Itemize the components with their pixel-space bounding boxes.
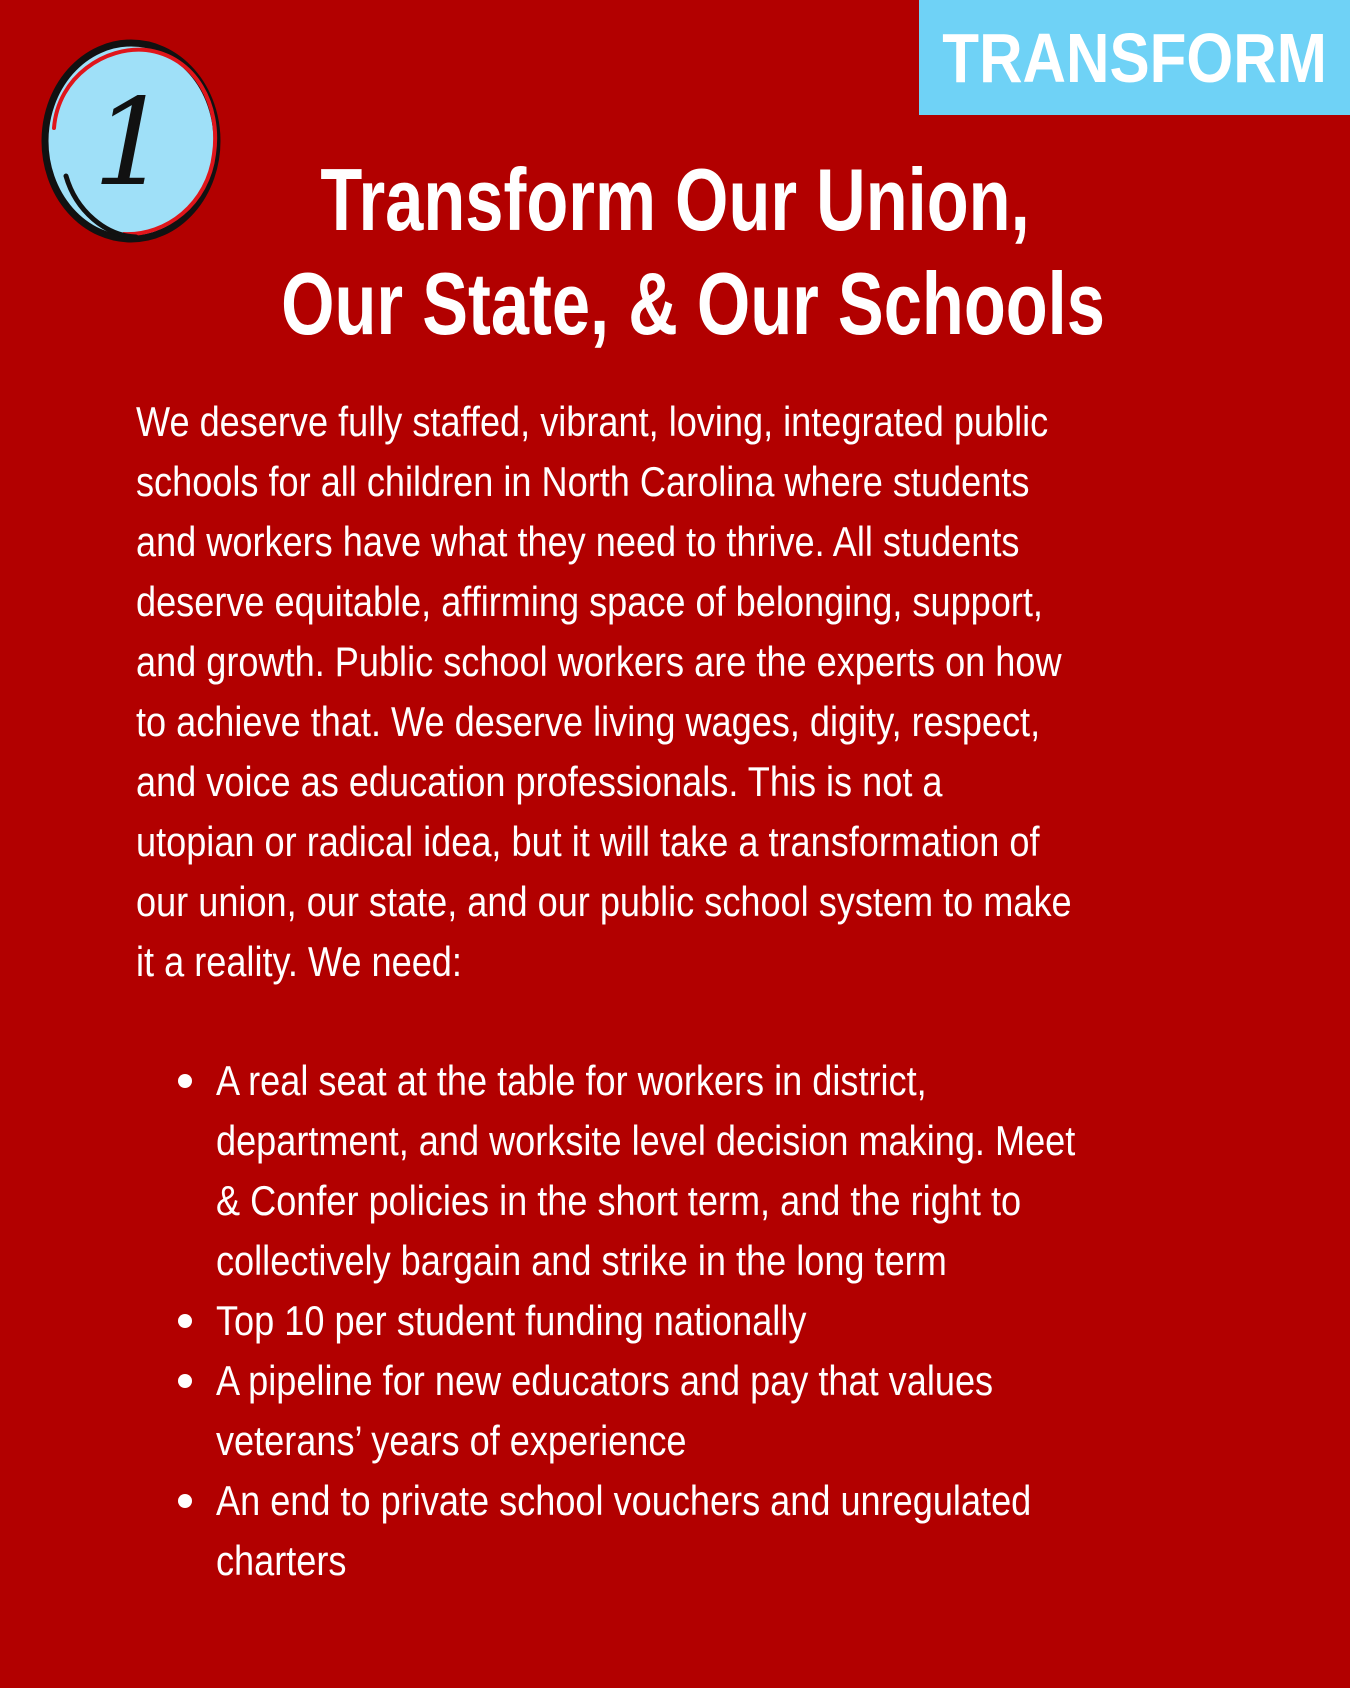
- list-item-line: An end to private school vouchers and unregulated: [216, 1477, 1032, 1524]
- intro-line: and workers have what they need to thrive. All students: [136, 518, 1020, 565]
- list-item: [178, 1471, 1238, 1591]
- intro-line: it a reality. We need:: [136, 938, 462, 985]
- bullet-icon: [178, 1314, 192, 1328]
- list-item: [178, 1051, 1238, 1291]
- intro-line: deserve equitable, affirming space of belonging, support,: [136, 578, 1043, 625]
- list-item-line: veterans’ years of experience: [216, 1417, 687, 1464]
- needs-list: [178, 1051, 1238, 1591]
- intro-line: We deserve fully staffed, vibrant, loving, integrated public: [136, 398, 1049, 445]
- list-item-line: Top 10 per student funding nationally: [216, 1297, 807, 1344]
- intro-line: utopian or radical idea, but it will take a transformation of: [136, 818, 1040, 865]
- page-title: [170, 148, 1180, 356]
- title-line-2: Our State, & Our Schools: [281, 254, 1105, 353]
- list-item: [178, 1351, 1238, 1471]
- bullet-icon: [178, 1074, 192, 1088]
- bullet-icon: [178, 1374, 192, 1388]
- list-item-line: A real seat at the table for workers in district,: [216, 1057, 927, 1104]
- intro-line: to achieve that. We deserve living wages, digity, respect,: [136, 698, 1041, 745]
- section-tag: [919, 0, 1350, 115]
- list-item-line: & Confer policies in the short term, and the right to: [216, 1177, 1022, 1224]
- badge-number: 1: [92, 74, 170, 213]
- intro-line: schools for all children in North Carolina where students: [136, 458, 1030, 505]
- intro-line: and voice as education professionals. This is not a: [136, 758, 943, 805]
- list-item-line: department, and worksite level decision making. Meet: [216, 1117, 1076, 1164]
- bullet-icon: [178, 1494, 192, 1508]
- title-line-1: Transform Our Union,: [320, 150, 1030, 249]
- list-item-line: charters: [216, 1537, 347, 1584]
- intro-line: and growth. Public school workers are the experts on how: [136, 638, 1062, 685]
- intro-paragraph: [136, 392, 1226, 992]
- list-item-line: collectively bargain and strike in the long term: [216, 1237, 947, 1284]
- intro-line: our union, our state, and our public school system to make: [136, 878, 1072, 925]
- list-item: [178, 1291, 1238, 1351]
- section-tag-label: TRANSFORM: [942, 18, 1327, 97]
- list-item-line: A pipeline for new educators and pay that values: [216, 1357, 994, 1404]
